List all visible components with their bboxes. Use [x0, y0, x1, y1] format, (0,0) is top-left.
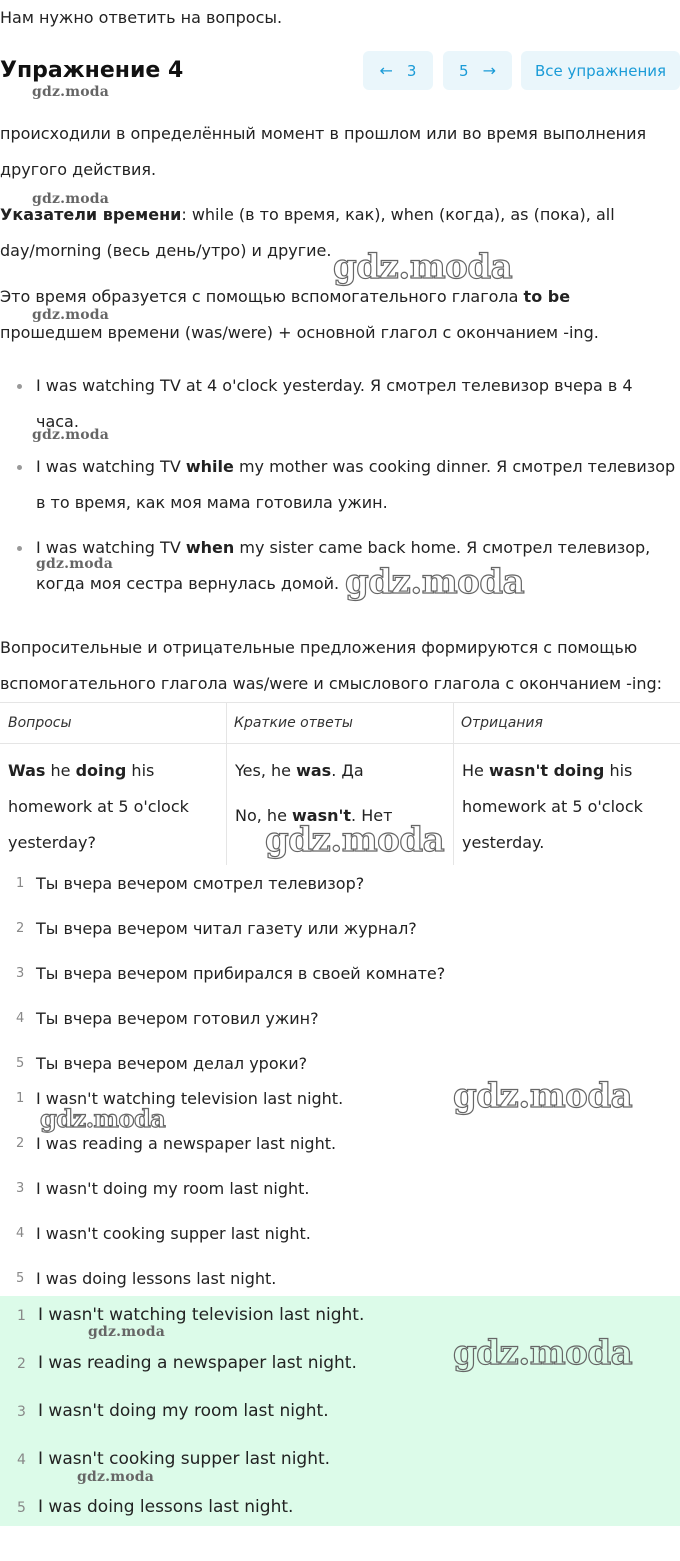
theory-line: происходили в определённый момент в прошлом или во время выполнения	[0, 124, 647, 143]
example-item-line: часа.	[36, 412, 79, 431]
intro-text: Нам нужно ответить на вопросы.	[0, 8, 283, 27]
watermark: gdz.moda	[32, 307, 110, 323]
watermark: gdz.moda	[88, 1324, 166, 1340]
watermark: gdz.moda	[77, 1469, 155, 1485]
table-cell: yesterday.	[462, 833, 545, 852]
bullet-icon	[17, 465, 22, 470]
watermark: gdz.moda	[32, 191, 110, 207]
table-header: Краткие ответы	[234, 715, 353, 731]
table-header: Отрицания	[461, 715, 543, 731]
watermark: gdz.moda	[345, 562, 525, 602]
table-cell: yesterday?	[8, 833, 96, 852]
table-cell: homework at 5 o'clock	[8, 797, 189, 816]
bullet-icon	[17, 546, 22, 551]
time-indicators-line: day/morning (весь день/утро) и другие.	[0, 241, 332, 260]
answer-number: 3	[17, 1404, 26, 1420]
answer-number: 1	[17, 1308, 26, 1324]
answer-text: I was doing lessons last night.	[36, 1269, 277, 1288]
watermark: gdz.moda	[32, 427, 110, 443]
answer-number: 4	[17, 1452, 26, 1468]
answer-text: I wasn't doing my room last night.	[36, 1179, 310, 1198]
question-text: Ты вчера вечером прибирался в своей комнате?	[36, 964, 446, 983]
watermark: gdz.moda	[265, 820, 445, 860]
formation-text: Это время образуется с помощью вспомогательного глагола to be	[0, 287, 571, 306]
question-intro-line: вспомогательного глагола was/were и смыслового глагола с окончанием -ing:	[0, 674, 663, 693]
answer-text: I wasn't watching television last night.	[36, 1089, 344, 1108]
answer-number: 2	[17, 1356, 26, 1372]
formation-text-line: прошедшем времени (was/were) + основной глагол с окончанием -ing.	[0, 323, 599, 342]
watermark: gdz.moda	[333, 247, 513, 287]
answer-text: I was reading a newspaper last night.	[38, 1353, 357, 1373]
question-text: Ты вчера вечером готовил ужин?	[36, 1009, 319, 1028]
watermark: gdz.moda	[32, 84, 110, 100]
table-header: Вопросы	[8, 715, 72, 731]
answer-text: I was doing lessons last night.	[38, 1497, 294, 1517]
example-item: I was watching TV at 4 o'clock yesterday. Я смотрел телевизор вчера в 4	[36, 376, 633, 395]
question-intro-line: Вопросительные и отрицательные предложения формируются с помощью	[0, 638, 638, 657]
answer-text: I wasn't cooking supper last night.	[38, 1449, 331, 1469]
answer-number: 4	[16, 1226, 25, 1241]
bullet-icon	[17, 384, 22, 389]
next-exercise-button[interactable]: 5 →	[443, 51, 512, 90]
question-number: 3	[16, 966, 25, 981]
table-cell: He wasn't doing his	[462, 761, 633, 780]
table-cell: Yes, he was. Да	[235, 761, 364, 780]
question-number: 5	[16, 1056, 25, 1071]
arrow-right-icon: →	[482, 61, 496, 80]
question-number: 4	[16, 1011, 25, 1026]
arrow-left-icon: ←	[379, 61, 393, 80]
table-cell: No, he wasn't. Нет	[235, 806, 393, 825]
answer-text: I wasn't doing my room last night.	[38, 1401, 329, 1421]
watermark: gdz.moda	[453, 1333, 633, 1373]
question-number: 1	[16, 876, 25, 891]
table-cell: homework at 5 o'clock	[462, 797, 643, 816]
answer-number: 1	[16, 1091, 25, 1106]
answer-number: 5	[16, 1271, 25, 1286]
question-text: Ты вчера вечером смотрел телевизор?	[36, 874, 365, 893]
prev-exercise-button[interactable]: ← 3	[363, 51, 433, 90]
watermark: gdz.moda	[40, 1104, 166, 1133]
question-text: Ты вчера вечером читал газету или журнал?	[36, 919, 417, 938]
question-number: 2	[16, 921, 25, 936]
time-indicators: Указатели времени: while (в то время, как), when (когда), as (пока), all	[0, 205, 615, 224]
watermark: gdz.moda	[36, 556, 114, 572]
example-item-line: в то время, как моя мама готовила ужин.	[36, 493, 388, 512]
example-item: I was watching TV while my mother was cooking dinner. Я смотрел телевизор	[36, 457, 676, 476]
answer-text: I wasn't watching television last night.	[38, 1305, 365, 1325]
watermark: gdz.moda	[453, 1076, 633, 1116]
example-item-line: когда моя сестра вернулась домой.	[36, 574, 340, 593]
theory-line: другого действия.	[0, 160, 157, 179]
table-divider	[0, 743, 680, 744]
answer-text: I was reading a newspaper last night.	[36, 1134, 337, 1153]
example-item: I was watching TV when my sister came back home. Я смотрел телевизор,	[36, 538, 651, 557]
table-cell: Was he doing his	[8, 761, 155, 780]
answer-number: 5	[17, 1500, 26, 1516]
answer-text: I wasn't cooking supper last night.	[36, 1224, 311, 1243]
answer-number: 2	[16, 1136, 25, 1151]
question-text: Ты вчера вечером делал уроки?	[36, 1054, 308, 1073]
answer-number: 3	[16, 1181, 25, 1196]
all-exercises-button[interactable]: Все упражнения	[521, 51, 680, 90]
page-title: Упражнение 4	[0, 58, 184, 83]
